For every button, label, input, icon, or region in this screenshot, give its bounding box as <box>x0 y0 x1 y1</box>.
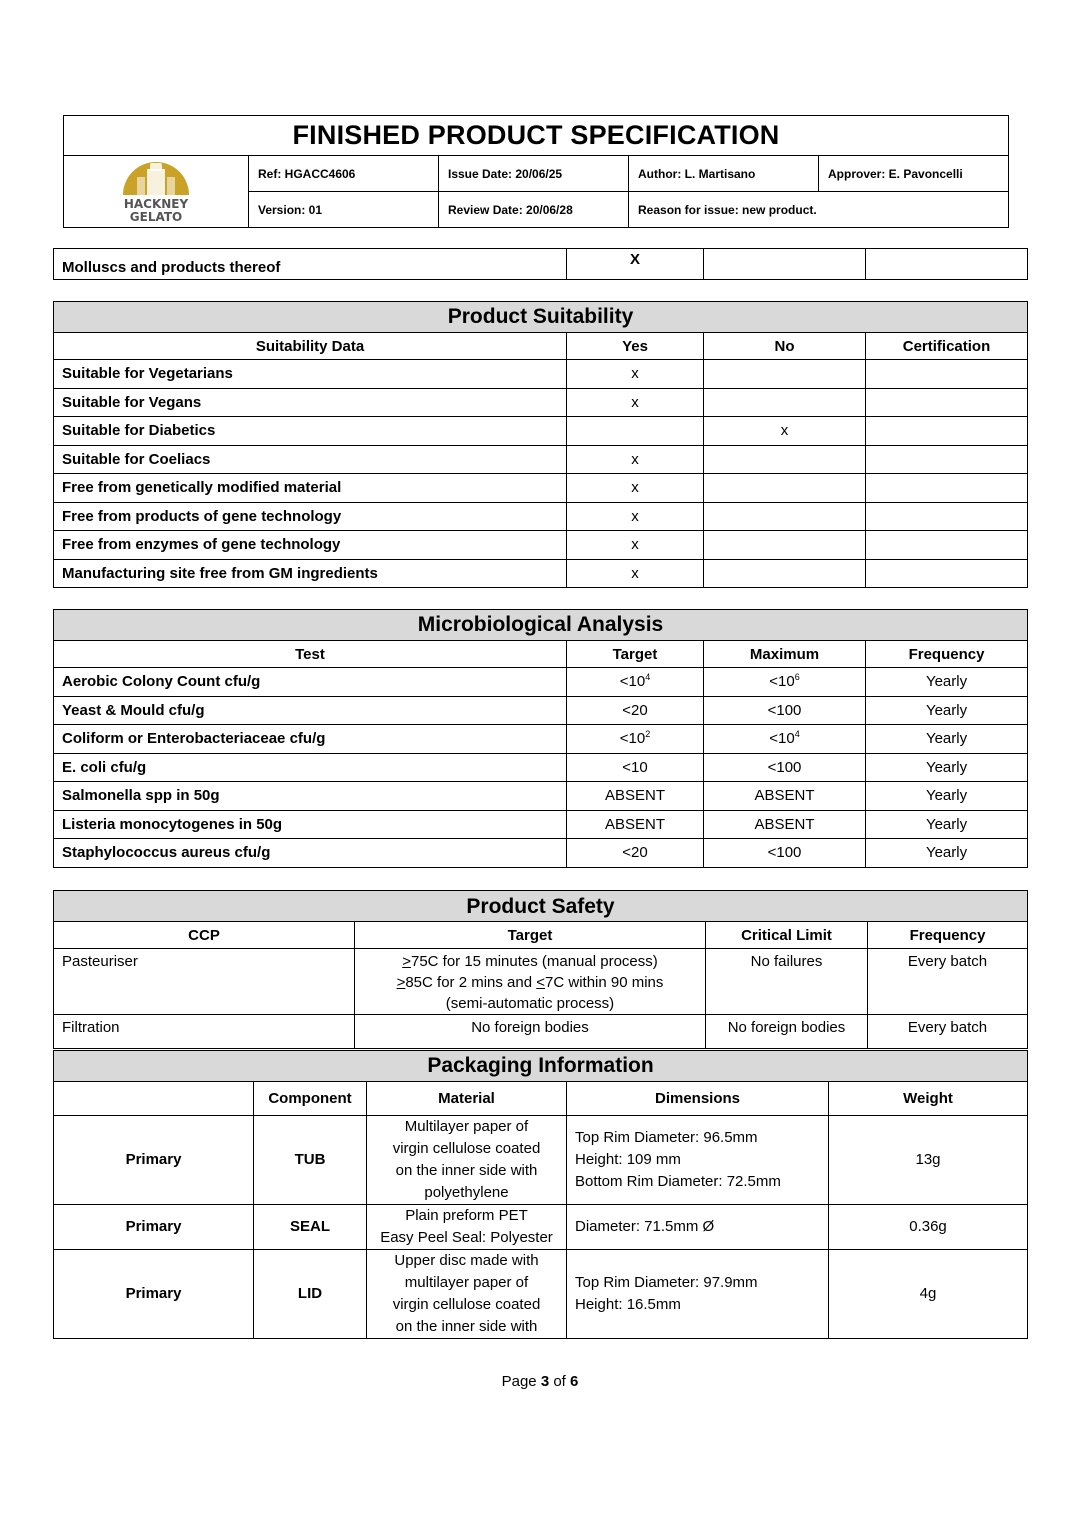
column-header: Frequency <box>868 922 1028 949</box>
no-cell <box>704 360 866 389</box>
table-row <box>54 1205 1028 1250</box>
table-row <box>54 360 1028 389</box>
cert-cell <box>866 445 1028 474</box>
test-name: Salmonella spp in 50g <box>54 782 567 811</box>
weight-cell: 0.36g <box>829 1205 1028 1250</box>
document-header <box>63 115 1009 228</box>
frequency-cell: Yearly <box>866 782 1028 811</box>
dimensions-cell: Diameter: 71.5mm Ø <box>567 1205 829 1250</box>
table-row <box>54 417 1028 446</box>
approver-field: Approver: E. Pavoncelli <box>819 156 1009 192</box>
packaging-information-table <box>53 1050 1028 1339</box>
column-header: Certification <box>866 333 1028 360</box>
column-header: Dimensions <box>567 1082 829 1116</box>
product-safety-table <box>53 890 1028 1049</box>
svg-text:GELATO: GELATO <box>129 210 183 223</box>
frequency-cell: Yearly <box>866 696 1028 725</box>
cert-cell <box>866 388 1028 417</box>
allergen-mark: X <box>567 249 704 280</box>
maximum-cell: ABSENT <box>704 782 866 811</box>
frequency-cell: Every batch <box>868 949 1028 1015</box>
row-label: Free from genetically modified material <box>54 474 567 503</box>
table-row <box>54 1015 1028 1049</box>
maximum-cell: <100 <box>704 753 866 782</box>
microbiological-analysis-table <box>53 609 1028 868</box>
author-field: Author: L. Martisano <box>629 156 819 192</box>
target-cell: <10 <box>567 753 704 782</box>
no-cell <box>704 388 866 417</box>
table-row <box>54 249 1028 280</box>
yes-cell: x <box>567 388 704 417</box>
table-row <box>54 949 1028 1015</box>
table-header-row <box>54 922 1028 949</box>
yes-cell: x <box>567 531 704 560</box>
ccp-cell: Pasteuriser <box>54 949 355 1015</box>
frequency-cell: Yearly <box>866 753 1028 782</box>
test-name: Aerobic Colony Count cfu/g <box>54 668 567 697</box>
no-cell <box>704 502 866 531</box>
no-cell <box>704 531 866 560</box>
ccp-cell: Filtration <box>54 1015 355 1049</box>
section-title: Product Suitability <box>54 302 1028 333</box>
table-row <box>54 445 1028 474</box>
table-header-row <box>54 641 1028 668</box>
column-header <box>54 1082 254 1116</box>
packaging-type: Primary <box>54 1116 254 1205</box>
frequency-cell: Every batch <box>868 1015 1028 1049</box>
material-cell: Multilayer paper of virgin cellulose coated on the inner side with polyethylene <box>367 1116 567 1205</box>
gelato-logo-icon <box>111 157 201 223</box>
packaging-type: Primary <box>54 1205 254 1250</box>
allergen-cell <box>704 249 866 280</box>
reason-field: Reason for issue: new product. <box>629 192 1009 228</box>
column-header: Material <box>367 1082 567 1116</box>
table-row <box>54 839 1028 868</box>
of-word: of <box>553 1373 566 1390</box>
page-total: 6 <box>570 1373 579 1390</box>
svg-text:HACKNEY: HACKNEY <box>123 197 189 211</box>
dimensions-cell: Top Rim Diameter: 96.5mm Height: 109 mm Bottom Rim Diameter: 72.5mm <box>567 1116 829 1205</box>
table-row <box>54 1116 1028 1205</box>
column-header: CCP <box>54 922 355 949</box>
frequency-cell: Yearly <box>866 810 1028 839</box>
column-header: Component <box>254 1082 367 1116</box>
weight-cell: 13g <box>829 1116 1028 1205</box>
document-title: FINISHED PRODUCT SPECIFICATION <box>64 116 1009 156</box>
material-cell: Upper disc made with multilayer paper of virgin cellulose coated on the inner side with <box>367 1250 567 1339</box>
no-cell <box>704 559 866 588</box>
allergen-cell <box>866 249 1028 280</box>
test-name: Coliform or Enterobacteriaceae cfu/g <box>54 725 567 754</box>
table-row <box>54 388 1028 417</box>
packaging-type: Primary <box>54 1250 254 1339</box>
component-cell: LID <box>254 1250 367 1339</box>
yes-cell: x <box>567 360 704 389</box>
target-cell: $<10^4$ <box>567 668 704 697</box>
cert-cell <box>866 360 1028 389</box>
section-title: Product Safety <box>54 891 1028 922</box>
table-row <box>54 559 1028 588</box>
cert-cell <box>866 417 1028 446</box>
target-cell: ABSENT <box>567 810 704 839</box>
maximum-cell: <100 <box>704 696 866 725</box>
row-label: Free from enzymes of gene technology <box>54 531 567 560</box>
page-number: 3 <box>540 1373 550 1390</box>
cert-cell <box>866 559 1028 588</box>
critical-limit-cell: No foreign bodies <box>706 1015 868 1049</box>
cert-cell <box>866 502 1028 531</box>
column-header: Target <box>567 641 704 668</box>
product-suitability-table <box>53 301 1028 588</box>
no-cell <box>704 474 866 503</box>
allergen-label: Molluscs and products thereof <box>54 249 567 280</box>
maximum-cell: <100 <box>704 839 866 868</box>
target-cell: <20 <box>567 839 704 868</box>
column-header: Test <box>54 641 567 668</box>
target-cell: >75C for 15 minutes (manual process) >85C for 2 mins and <7C within 90 mins (semi-automatic process) <box>355 949 706 1015</box>
maximum-cell: ABSENT <box>704 810 866 839</box>
row-label: Suitable for Coeliacs <box>54 445 567 474</box>
target-cell: $<10^2$ <box>567 725 704 754</box>
table-row <box>54 502 1028 531</box>
component-cell: SEAL <box>254 1205 367 1250</box>
column-header: No <box>704 333 866 360</box>
test-name: Yeast & Mould cfu/g <box>54 696 567 725</box>
yes-cell: x <box>567 445 704 474</box>
yes-cell: x <box>567 559 704 588</box>
target-cell: ABSENT <box>567 782 704 811</box>
column-header: Weight <box>829 1082 1028 1116</box>
frequency-cell: Yearly <box>866 839 1028 868</box>
cert-cell <box>866 474 1028 503</box>
allergen-table <box>53 248 1028 280</box>
row-label: Suitable for Diabetics <box>54 417 567 446</box>
company-logo <box>64 156 249 228</box>
page-word: Page <box>501 1373 537 1390</box>
table-row <box>54 782 1028 811</box>
issue-date-field: Issue Date: 20/06/25 <box>439 156 629 192</box>
column-header: Frequency <box>866 641 1028 668</box>
frequency-cell: Yearly <box>866 725 1028 754</box>
column-header: Critical Limit <box>706 922 868 949</box>
column-header: Maximum <box>704 641 866 668</box>
column-header: Target <box>355 922 706 949</box>
row-label: Free from products of gene technology <box>54 502 567 531</box>
review-date-field: Review Date: 20/06/28 <box>439 192 629 228</box>
row-label: Suitable for Vegans <box>54 388 567 417</box>
maximum-cell: $<10^6$ <box>704 668 866 697</box>
column-header: Suitability Data <box>54 333 567 360</box>
table-header-row <box>54 333 1028 360</box>
dimensions-cell: Top Rim Diameter: 97.9mm Height: 16.5mm <box>567 1250 829 1339</box>
frequency-cell: Yearly <box>866 668 1028 697</box>
yes-cell <box>567 417 704 446</box>
no-cell <box>704 445 866 474</box>
table-row <box>54 1250 1028 1339</box>
target-cell: No foreign bodies <box>355 1015 706 1049</box>
page-footer <box>0 1373 1080 1390</box>
cert-cell <box>866 531 1028 560</box>
table-row <box>54 725 1028 754</box>
table-header-row <box>54 1082 1028 1116</box>
table-row <box>54 668 1028 697</box>
ref-field: Ref: HGACC4606 <box>249 156 439 192</box>
test-name: Staphylococcus aureus cfu/g <box>54 839 567 868</box>
column-header: Yes <box>567 333 704 360</box>
table-row <box>54 753 1028 782</box>
critical-limit-cell: No failures <box>706 949 868 1015</box>
table-row <box>54 531 1028 560</box>
maximum-cell: $<10^4$ <box>704 725 866 754</box>
table-row <box>54 810 1028 839</box>
yes-cell: x <box>567 474 704 503</box>
test-name: Listeria monocytogenes in 50g <box>54 810 567 839</box>
table-row <box>54 474 1028 503</box>
weight-cell: 4g <box>829 1250 1028 1339</box>
row-label: Suitable for Vegetarians <box>54 360 567 389</box>
target-cell: <20 <box>567 696 704 725</box>
yes-cell: x <box>567 502 704 531</box>
version-field: Version: 01 <box>249 192 439 228</box>
test-name: E. coli cfu/g <box>54 753 567 782</box>
component-cell: TUB <box>254 1116 367 1205</box>
section-title: Microbiological Analysis <box>54 610 1028 641</box>
no-cell: x <box>704 417 866 446</box>
table-row <box>54 696 1028 725</box>
section-title: Packaging Information <box>54 1051 1028 1082</box>
row-label: Manufacturing site free from GM ingredients <box>54 559 567 588</box>
material-cell: Plain preform PET Easy Peel Seal: Polyester <box>367 1205 567 1250</box>
